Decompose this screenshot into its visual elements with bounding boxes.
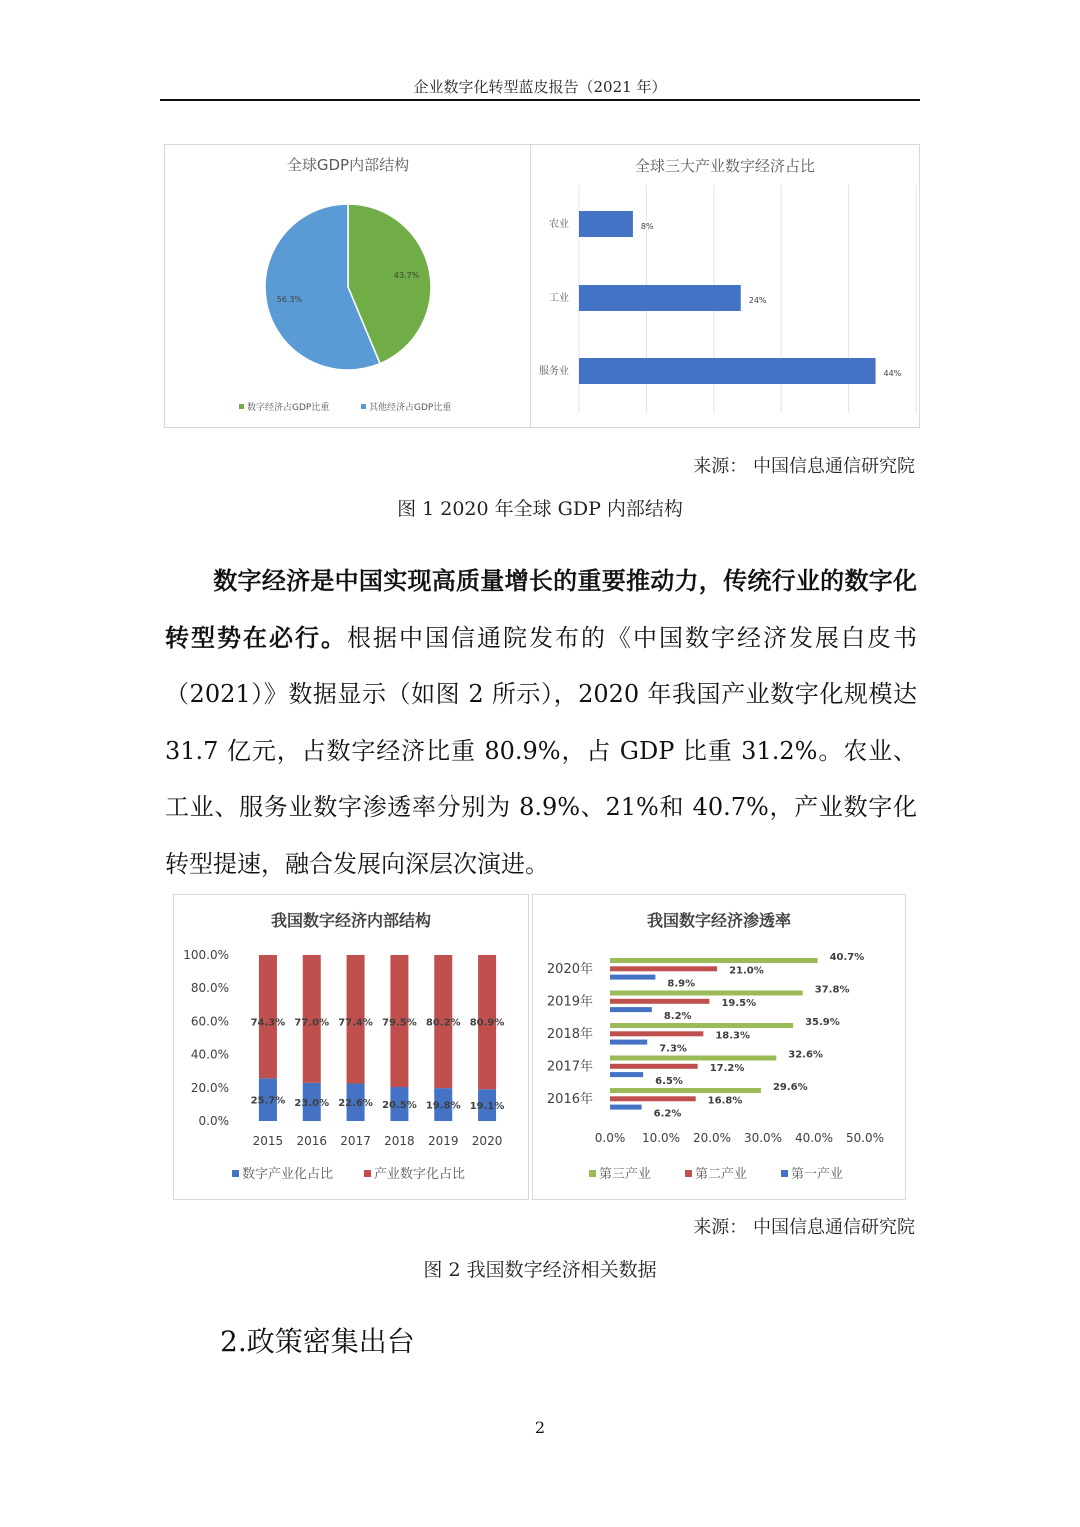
industry-value-label: 24% [748,296,767,305]
industry-category-label: 服务业 [539,366,569,377]
penetration-value-label: 18.3% [715,1030,751,1042]
figure2-caption: 图 2 我国数字经济相关数据 [423,1259,657,1281]
industry-category-label: 农业 [549,219,569,230]
penetration-bar-chart [533,895,905,1199]
penetration-bar [610,1031,703,1036]
penetration-legend-swatch [685,1170,692,1177]
header-divider [160,99,920,101]
industry-bar [579,211,633,237]
structure-value-label: 77.4% [338,1017,373,1029]
page-number: 2 [534,1418,546,1437]
industry-bar-chart [531,145,919,427]
penetration-chart-box [532,894,906,1200]
section-heading: 2.政策密集出台 [220,1325,415,1358]
penetration-bar [610,1056,776,1061]
structure-value-label: 79.5% [382,1017,417,1029]
structure-x-tick: 2020 [471,1134,503,1148]
penetration-value-label: 40.7% [829,952,865,963]
penetration-category-label: 2018年 [546,1027,593,1042]
structure-x-tick: 2015 [252,1134,284,1148]
structure-stacked-chart [174,895,528,1199]
industry-bar [579,285,741,311]
structure-y-tick: 0.0% [198,1114,229,1128]
penetration-bar [610,966,717,971]
structure-chart-box [173,894,529,1200]
penetration-value-label: 17.2% [709,1062,745,1074]
structure-legend-swatch [364,1170,371,1177]
pie-slice-label: 43.7% [393,271,420,281]
structure-y-tick: 40.0% [190,1047,229,1062]
penetration-bar [610,958,818,963]
penetration-legend-label: 第二产业 [695,1167,748,1182]
structure-value-label: 77.0% [294,1017,330,1029]
penetration-value-label: 19.5% [721,997,757,1009]
structure-x-tick: 2019 [427,1134,459,1148]
industry-bar-chart-box [530,144,920,428]
penetration-legend-label: 第一产业 [791,1167,844,1182]
pie-slice-label: 56.3% [276,294,303,304]
structure-value-label: 25.7% [250,1095,286,1107]
pie-legend-swatch [361,404,366,409]
penetration-category-label: 2020年 [546,962,593,977]
penetration-chart-title: 我国数字经济渗透率 [646,911,792,930]
pie-chart [165,145,531,427]
structure-value-label: 19.8% [425,1100,461,1112]
structure-y-tick: 20.0% [190,1080,229,1095]
structure-legend-label: 产业数字化占比 [374,1167,466,1182]
penetration-legend-swatch [781,1170,788,1177]
figure1-caption: 图 1 2020 年全球 GDP 内部结构 [397,498,683,520]
paragraph-text: 根据中国信通院发布的《中国数字经济发展白皮书（2021）》数据显示（如图 2 所示），2020 年我国产业数字化规模达 31.7 亿元，占数字经济比重 80.9%，占 GDP 比重 31.2%。农业、工业、服务业数字渗透率分别为 8.9%、21%和 40.7%，产业数字化转型提速，融合发展向深层次演进。 [165,623,917,878]
structure-value-label: 22.6% [338,1098,373,1110]
industry-value-label: 44% [883,369,902,378]
penetration-x-tick: 0.0% [594,1131,626,1145]
penetration-value-label: 29.6% [772,1082,808,1093]
structure-value-label: 80.9% [469,1017,505,1029]
figure1-source: 来源： 中国信息通信研究院 [693,456,915,477]
structure-value-label: 20.5% [382,1099,417,1111]
penetration-value-label: 32.6% [788,1049,823,1061]
penetration-value-label: 7.3% [659,1043,687,1055]
industry-bar [579,358,876,384]
penetration-value-label: 21.0% [729,965,764,977]
structure-y-tick: 60.0% [190,1014,229,1029]
structure-chart-title: 我国数字经济内部结构 [270,911,432,930]
structure-value-label: 23.0% [294,1097,330,1109]
penetration-value-label: 35.9% [805,1017,840,1028]
penetration-x-tick: 40.0% [794,1131,834,1145]
penetration-bar [610,1088,761,1093]
pie-legend-label: 数字经济占GDP比重 [247,403,330,413]
industry-value-label: 8% [640,222,654,231]
penetration-value-label: 6.2% [653,1108,682,1120]
penetration-bar [610,1064,698,1069]
penetration-value-label: 16.8% [707,1095,743,1107]
structure-value-label: 19.1% [469,1101,505,1113]
pie-chart-box [164,144,532,428]
penetration-bar [610,1040,647,1045]
pie-chart-title: 全球GDP内部结构 [286,156,410,174]
structure-x-tick: 2017 [340,1134,371,1148]
penetration-bar [610,1096,696,1101]
body-paragraph [165,553,917,892]
figure2-source: 来源： 中国信息通信研究院 [693,1217,915,1238]
pie-legend-swatch [239,404,244,409]
penetration-legend-label: 第三产业 [599,1167,652,1182]
penetration-x-tick: 30.0% [743,1131,783,1145]
penetration-bar [610,975,655,980]
structure-legend-swatch [232,1170,239,1177]
penetration-bar [610,1072,643,1077]
penetration-category-label: 2019年 [546,994,593,1010]
structure-value-label: 80.2% [425,1017,461,1029]
penetration-legend-swatch [589,1170,596,1177]
penetration-value-label: 37.8% [814,984,850,996]
penetration-x-tick: 20.0% [692,1131,732,1145]
penetration-bar [610,1007,652,1012]
penetration-x-tick: 50.0% [845,1131,885,1145]
penetration-bar [610,1105,642,1110]
industry-category-label: 工业 [549,293,569,304]
structure-y-tick: 100.0% [183,948,229,962]
structure-value-label: 74.3% [250,1017,286,1029]
penetration-x-tick: 10.0% [641,1131,681,1145]
structure-x-tick: 2016 [296,1134,328,1148]
paragraph-bold-lead: 数字经济是中国实现高质量增长的重要推动力，传统行业的数字化转型势在必行。 [165,567,917,652]
penetration-value-label: 6.5% [655,1076,683,1088]
penetration-category-label: 2017年 [546,1059,593,1075]
structure-legend-label: 数字产业化占比 [242,1167,334,1182]
page-header-title: 企业数字化转型蓝皮报告（2021 年） [413,78,667,96]
structure-x-tick: 2018 [384,1134,415,1148]
penetration-bar [610,1023,793,1028]
pie-legend-label: 其他经济占GDP比重 [369,403,452,413]
industry-chart-title: 全球三大产业数字经济占比 [634,157,816,175]
penetration-category-label: 2016年 [546,1092,593,1107]
structure-y-tick: 80.0% [190,981,229,996]
penetration-bar [610,999,709,1004]
penetration-value-label: 8.9% [667,978,696,990]
penetration-bar [610,991,803,996]
penetration-value-label: 8.2% [663,1011,692,1023]
